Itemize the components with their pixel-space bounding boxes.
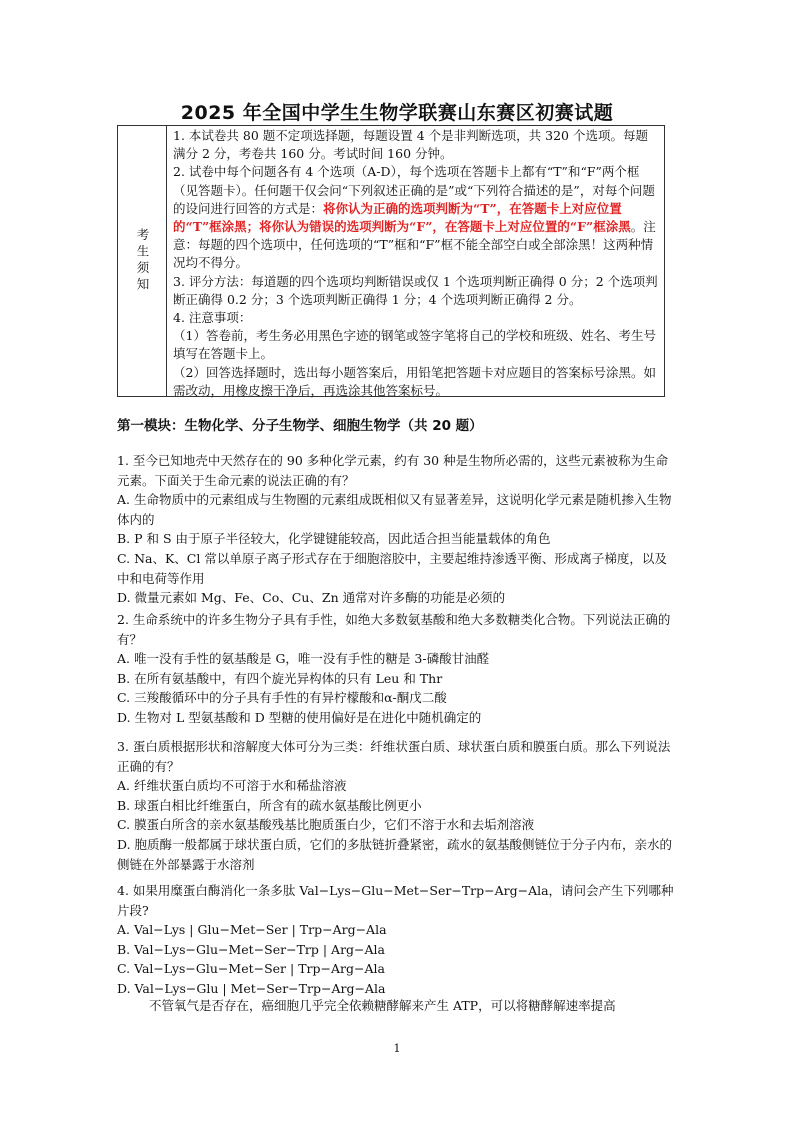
question-4	[117, 881, 677, 999]
question-option: A. Val−Lys | Glu−Met−Ser | Trp−Arg−Ala	[117, 922, 387, 938]
question-1	[117, 451, 677, 608]
question-option: D. 生物对 L 型氨基酸和 D 型糖的使用偏好是在进化中随机确定的	[117, 709, 482, 725]
notice-label	[118, 126, 167, 396]
notice-box	[117, 125, 665, 397]
question-option: B. Val−Lys−Glu−Met−Ser−Trp | Arg−Ala	[117, 941, 386, 957]
question-stem: 3. 蛋白质根据形状和溶解度大体可分为三类：纤维状蛋白质、球状蛋白质和膜蛋白质。那么下列说法正确的有？	[117, 739, 671, 774]
notice-item-5: （1）答卷前，考生务必用黑色字迹的钢笔或签字笔将自己的学校和班级、姓名、考生号填写在答题卡上。	[173, 328, 656, 362]
question-option: D. 胞质酶一般都属于球状蛋白质，它们的多肽链折叠紧密，疏水的氨基酸侧链位于分子内布，亲水的侧链在外部暴露于水溶剂	[117, 836, 673, 872]
notice-item-1: 1. 本试卷共 80 题不定项选择题，每题设置 4 个是非判断选项，共 320 个选项。每题满分 2 分，考卷共 160 分。考试时间 160 分钟。	[173, 128, 648, 162]
question-option: C. 膜蛋白所含的亲水氨基酸残基比胞质蛋白少，它们不溶于水和去垢剂溶液	[117, 817, 535, 833]
notice-label-text: 考生须知	[135, 228, 150, 294]
question-option: A. 生命物质中的元素组成与生物圈的元素组成既相似又有显著差异，这说明化学元素是随机掺入生物体内的	[117, 492, 672, 527]
notice-item-2-text: 2. 试卷中每个问题各有 4 个选项（A-D），每个选项在答题卡上都有“T”和“F”两个框（见答题卡）。任何题干仅会问“下列叙述正确的是”或“下列符合描述的是”，对每个问题的设问进行回答的方式是：	[173, 164, 655, 216]
question-option: C. 三羧酸循环中的分子具有手性的有异柠檬酸和α-酮戊二酸	[117, 690, 447, 706]
question-2	[117, 610, 677, 728]
notice-item-3: 3. 评分方法：每道题的四个选项均判断错误或仅 1 个选项判断正确得 0 分；2 个选项判断正确得 0.2 分；3 个选项判断正确得 1 分；4 个选项判断正确得 2 分。	[173, 273, 658, 307]
question-option: C. Val−Lys−Glu−Met−Ser | Trp−Arg−Ala	[117, 961, 385, 977]
notice-item-2	[173, 163, 660, 272]
question-stem: 1. 至今已知地壳中天然存在的 90 多种化学元素，约有 30 种是生物所必需的，这些元素被称为生命元素。下面关于生命元素的说法正确的有？	[117, 453, 669, 488]
question-option: C. Na、K、Cl 常以单原子离子形式存在于细胞溶胶中，主要起维持渗透平衡、形成离子梯度，以及中和电荷等作用	[117, 550, 667, 586]
notice-item-2-highlight: 将你认为正确的选项判断为“T”，在答题卡上对应位置的“T”框涂黑；将你认为错误的选项判断为“F”，在答题卡上对应位置的“F”框涂黑	[173, 200, 631, 235]
question-option: B. P 和 S 由于原子半径较大，化学键键能较高，因此适合担当能量载体的角色	[117, 531, 551, 547]
question-option: A. 唯一没有手性的氨基酸是 G，唯一没有手性的糖是 3-磷酸甘油醛	[117, 651, 490, 667]
notice-item-6: （2）回答选择题时，选出每小题答案后，用铅笔把答题卡对应题目的答案标号涂黑。如需改动，用橡皮擦干净后，再选涂其他答案标号。	[173, 364, 656, 398]
question-option: A. 纤维状蛋白质均不可溶于水和稀盐溶液	[117, 778, 347, 794]
question-stem: 4. 如果用糜蛋白酶消化一条多肽 Val−Lys−Glu−Met−Ser−Trp−Arg−Ala，请问会产生下列哪种片段?	[117, 883, 674, 918]
question-option: D. Val−Lys−Glu | Met−Ser−Trp−Arg−Ala	[117, 980, 386, 996]
section-heading: 第一模块：生物化学、分子生物学、细胞生物学（共 20 题）	[117, 418, 483, 434]
question-option: B. 球蛋白相比纤维蛋白，所含有的疏水氨基酸比例更小	[117, 797, 422, 813]
question-3	[117, 737, 677, 874]
trailing-paragraph: 不管氧气是否存在，癌细胞几乎完全依赖糖酵解来产生 ATP，可以将糖酵解速率提高	[149, 998, 616, 1013]
notice-item-2-note: 。注意：每题的四个选项中，任何选项的“T”框和“F”框不能全部空白或全部涂黑！这两种情况均不得分。	[173, 219, 656, 271]
question-option: B. 在所有氨基酸中，有四个旋光异构体的只有 Leu 和 Thr	[117, 670, 443, 686]
page-title: 2025 年全国中学生生物学联赛山东赛区初赛试题	[180, 102, 614, 124]
notice-item-4: 4. 注意事项：	[173, 310, 252, 326]
question-stem: 2. 生命系统中的许多生物分子具有手性，如绝大多数氨基酸和绝大多数糖类化合物。下列说法正确的有？	[117, 612, 671, 647]
notice-body	[167, 126, 664, 396]
question-option: D. 微量元素如 Mg、Fe、Co、Cu、Zn 通常对许多酶的功能是必须的	[117, 590, 506, 606]
page-number: 1	[393, 1042, 401, 1055]
